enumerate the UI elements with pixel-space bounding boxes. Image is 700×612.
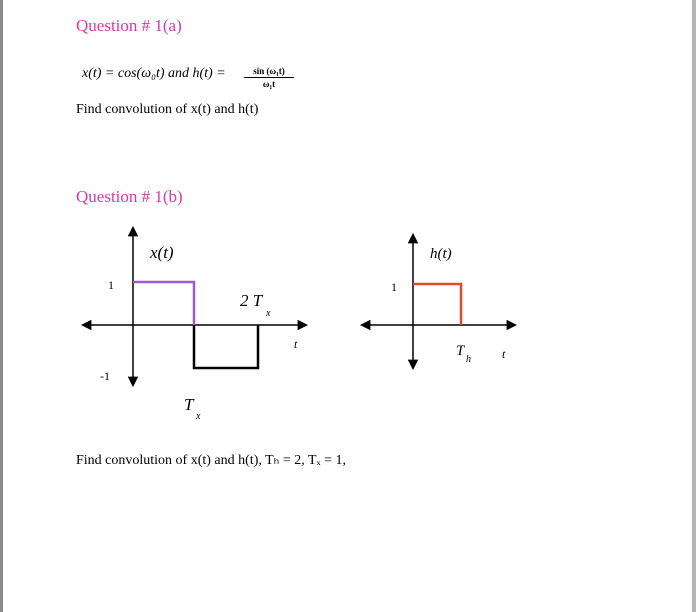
graph-h-axis-t-label: t [502, 347, 506, 361]
graph-h-title: h(t) [430, 246, 452, 262]
graph-h-level-high: 1 [391, 280, 397, 294]
graph-x-label-tx-subscript: x [196, 411, 201, 422]
graph-h-pulse [413, 284, 461, 325]
graph-x-level-low: -1 [100, 369, 110, 383]
graph-x-label-2tx-subscript: x [266, 308, 271, 319]
graph-x-level-high: 1 [108, 278, 114, 292]
graph-x-title: x(t) [150, 243, 174, 262]
question-1a-instruction: Find convolution of x(t) and h(t) [76, 102, 259, 117]
fraction-denominator: ω₁t [262, 79, 276, 89]
graph-x [83, 228, 306, 422]
question-1b-heading: Question # 1(b) [76, 187, 183, 206]
question-1a-heading: Question # 1(a) [76, 16, 182, 35]
equation-1a-text: x(t) = cos(ω₀t) and h(t) = [82, 66, 226, 81]
graph-x-positive-pulse [133, 282, 194, 325]
graph-x-label-tx: T [184, 395, 194, 414]
graph-x-negative-pulse [194, 325, 258, 368]
graph-h-label-th: T [456, 343, 465, 359]
fraction-numerator: sin (ω₁t) [244, 66, 294, 78]
question-1b-instruction: Find convolution of x(t) and h(t), Tₕ = 2, Tₓ = 1, [76, 453, 346, 468]
graph-h [362, 235, 515, 368]
graph-x-axis-t-label: t [294, 337, 298, 351]
graph-x-label-2tx: 2 T [240, 291, 263, 310]
graph-h-label-th-subscript: h [466, 354, 471, 365]
